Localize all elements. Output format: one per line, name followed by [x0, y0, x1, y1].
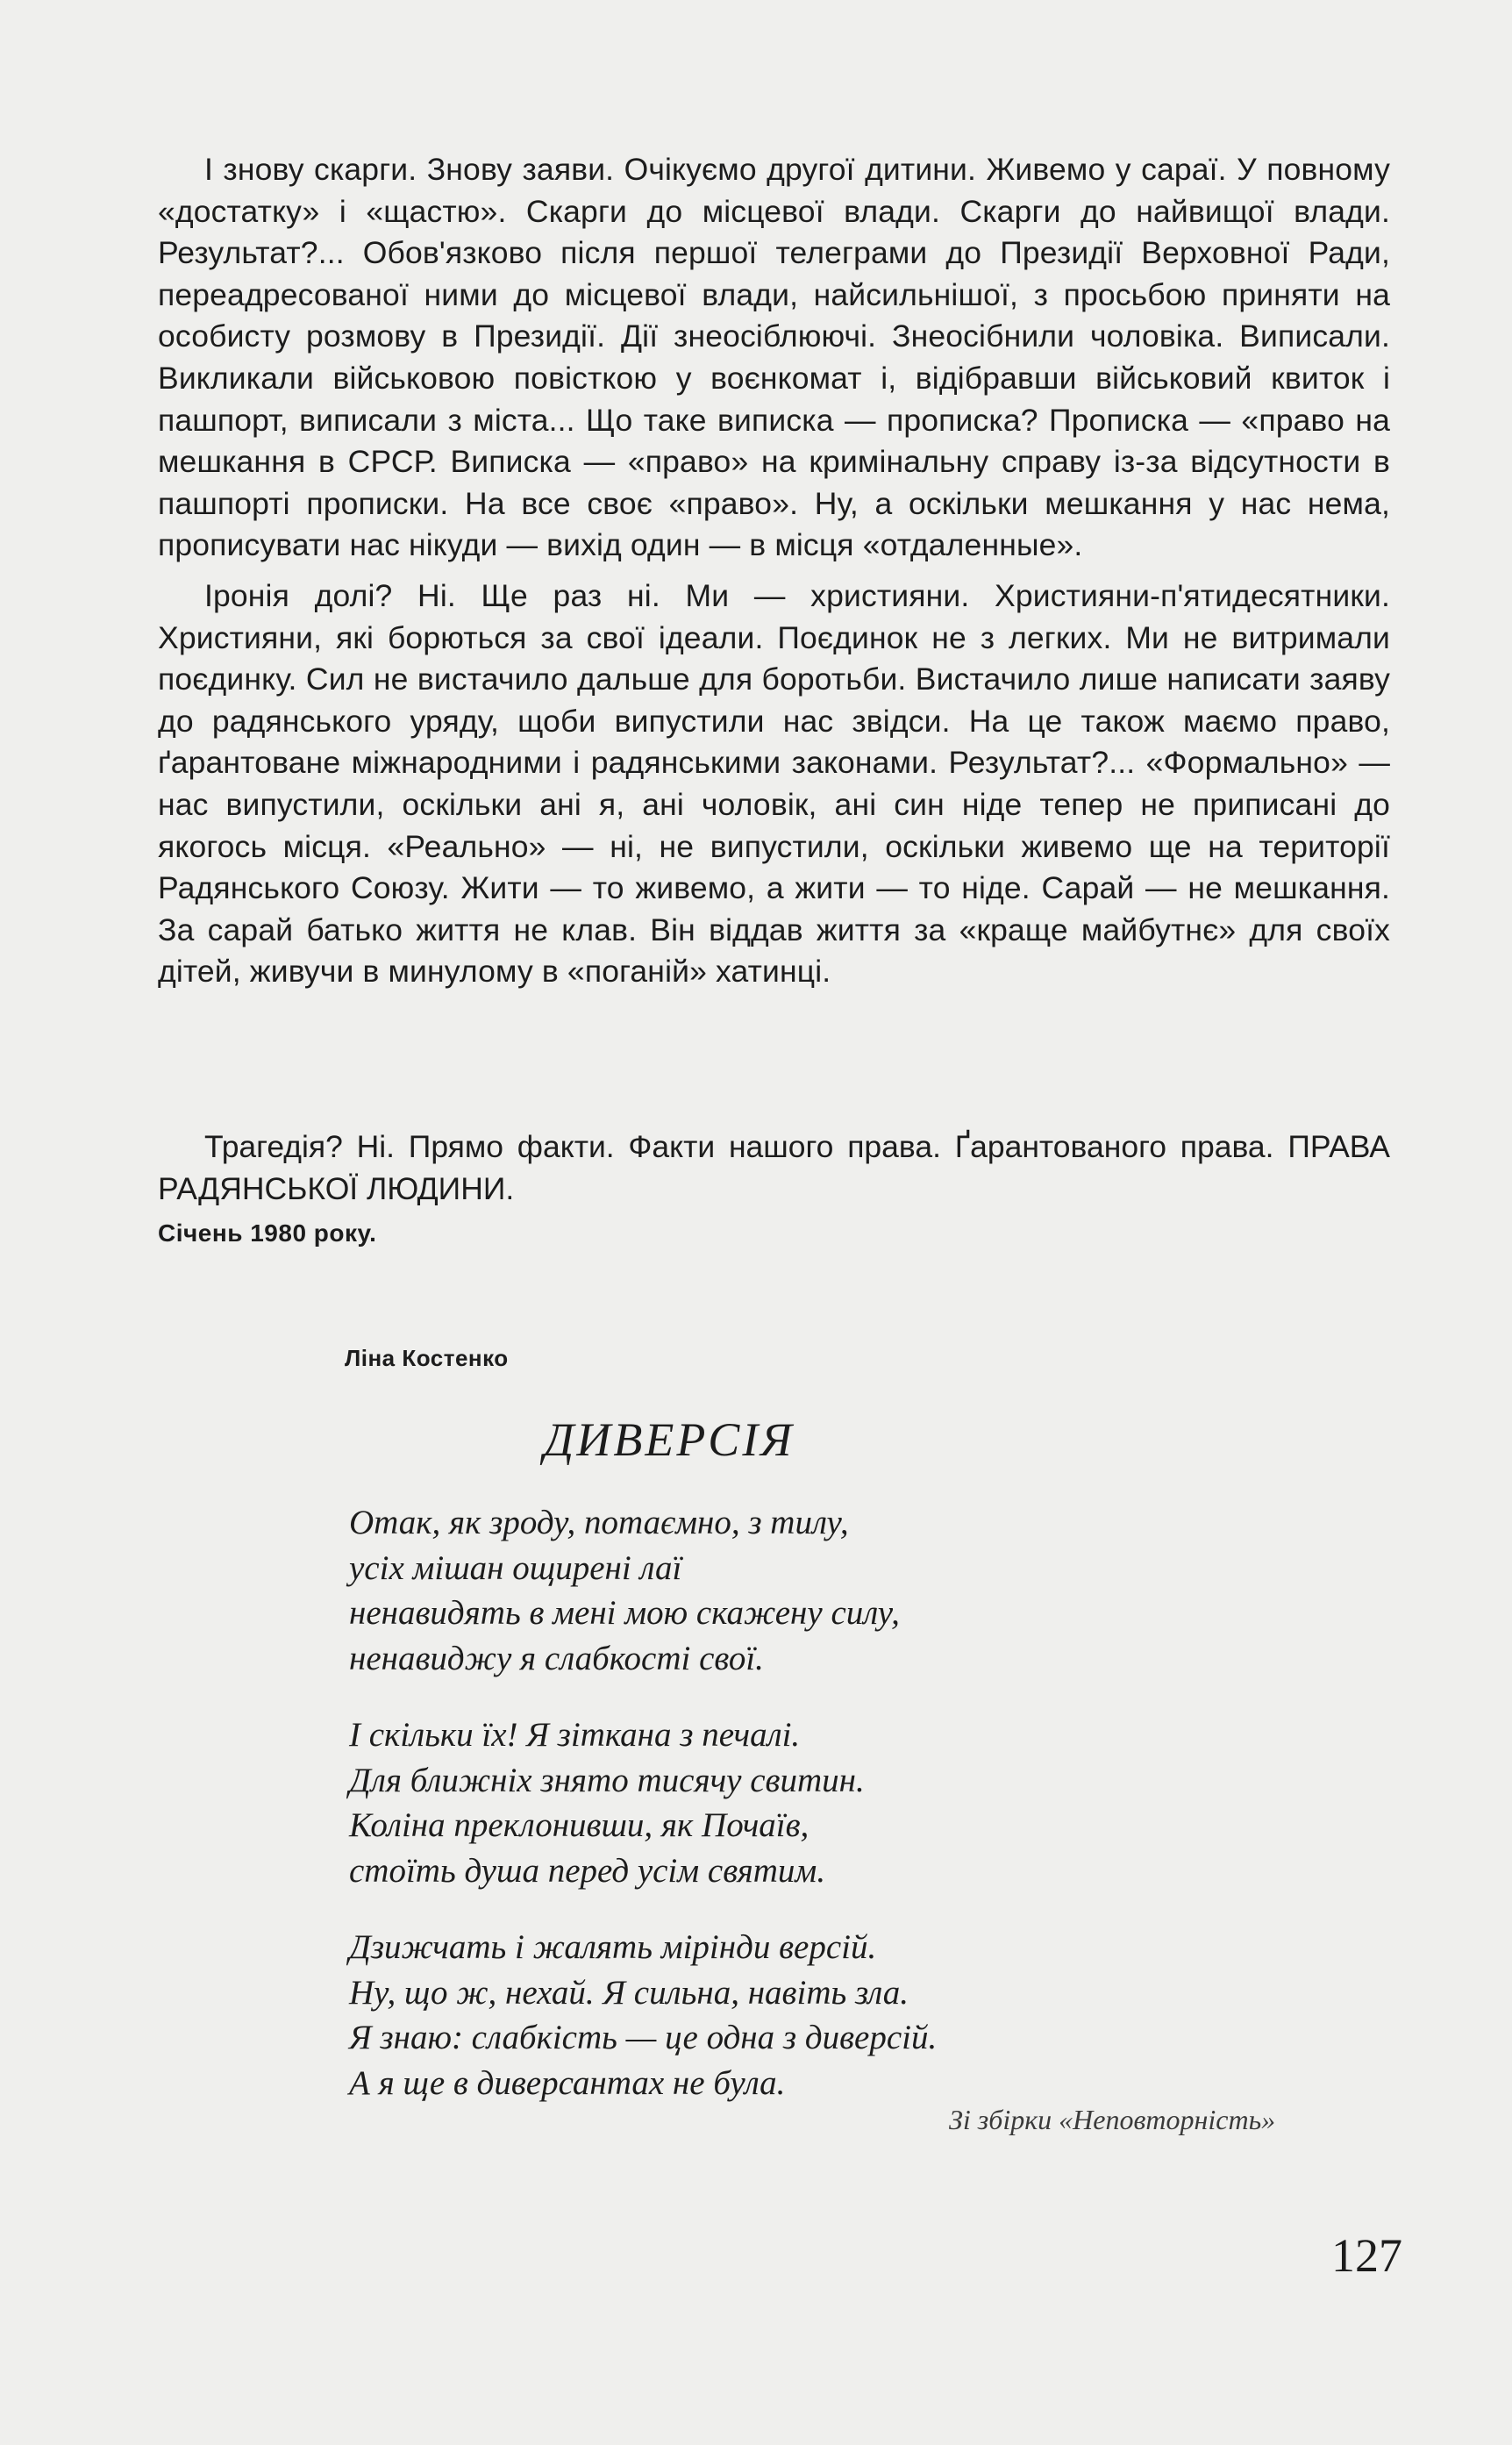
article-date: Січень 1980 року.	[158, 1219, 377, 1247]
poem-source: Зі збірки «Неповторність»	[949, 2104, 1276, 2135]
article-body	[158, 149, 1390, 1002]
poem-line: стоїть душа перед усім святим.	[349, 1851, 826, 1890]
poem-line: Ну, що ж, нехай. Я сильна, навіть зла.	[349, 1973, 909, 2012]
page-number: 127	[1331, 2229, 1402, 2282]
poem-stanza-3	[349, 1925, 1138, 2105]
poem-stanza-2	[349, 1712, 1138, 1893]
poem-line: Для ближніх знято тисячу свитин.	[349, 1761, 865, 1799]
article-paragraph-1: І знову скарги. Знову заяви. Очікуємо другої дитини. Живемо у сараї. У повному «достатку» і «щастю». Скарги до місцевої влади. Скарги до найвищої влади. Результат?... Обов'язково після першої телеграми до Президії Верховної Ради, переадресованої ними до місцевої влади, найсильнішої, з просьбою приняти на особисту розмову в Президії. Дії знеосіблюючі. Знеосібнили чоловіка. Виписали. Викликали військовою повісткою у воєнкомат і, відібравши військовий квиток і пашпорт, виписали з міста... Що таке виписка — прописка? Прописка — «право на мешкання в СРСР. Виписка — «право» на кримінальну справу із-за відсутности в пашпорті прописки. На все своє «право». Ну, а оскільки мешкання у нас нема, прописувати нас нікуди — вихід один — в місця «отдаленные».	[158, 152, 1390, 563]
poem-body	[349, 1500, 1138, 2137]
poem-line: Я знаю: слабкість — це одна з диверсій.	[349, 2019, 938, 2056]
poem-line: Коліна преклонивши, як Почаїв,	[349, 1806, 809, 1844]
poem-line: ненавидять в мені мою скажену силу,	[349, 1594, 900, 1632]
article-closing-paragraph: Трагедія? Ні. Прямо факти. Факти нашого права. Ґарантованого права. ПРАВА РАДЯНСЬКОЇ ЛЮДИНИ.	[158, 1129, 1390, 1206]
poem-line: ненавиджу я слабкості свої.	[349, 1639, 764, 1677]
poem-line: Отак, як зроду, потаємно, з тилу,	[349, 1504, 849, 1541]
poem-stanza-1	[349, 1500, 1138, 1681]
poem-author: Ліна Костенко	[345, 1345, 509, 1371]
poem-line: усіх мішан ощирені лаї	[349, 1548, 682, 1587]
poem-line: А я ще в диверсантах не була.	[349, 2063, 786, 2102]
poem-line: І скільки їх! Я зіткана з печалі.	[349, 1716, 801, 1754]
article-paragraph-2: Іронія долі? Ні. Ще раз ні. Ми — християни. Християни-п'ятидесятники. Християни, які борються за свої ідеали. Поєдинок не з легких. Ми не витримали поєдинку. Сил не вистачило дальше для боротьби. Вистачило лише написати заяву до радянського уряду, щоби випустили нас звідси. На це також маємо право, ґарантоване міжнародними і радянськими законами. Результат?... «Формально» — нас випустили, оскільки ані я, ані чоловік, ані син ніде тепер не приписані до якогось місця. «Реально» — ні, не випустили, оскільки живемо ще на території Радянського Союзу. Жити — то живемо, а жити — то ніде. Сарай — не мешкання. За сарай батько життя не клав. Він віддав життя за «краще майбутнє» для своїх дітей, живучи в минулому в «поганій» хатинці.	[158, 577, 1390, 990]
poem-title: ДИВЕРСІЯ	[544, 1413, 795, 1466]
poem-line: Дзижчать і жалять мірінди версій.	[349, 1928, 877, 1966]
